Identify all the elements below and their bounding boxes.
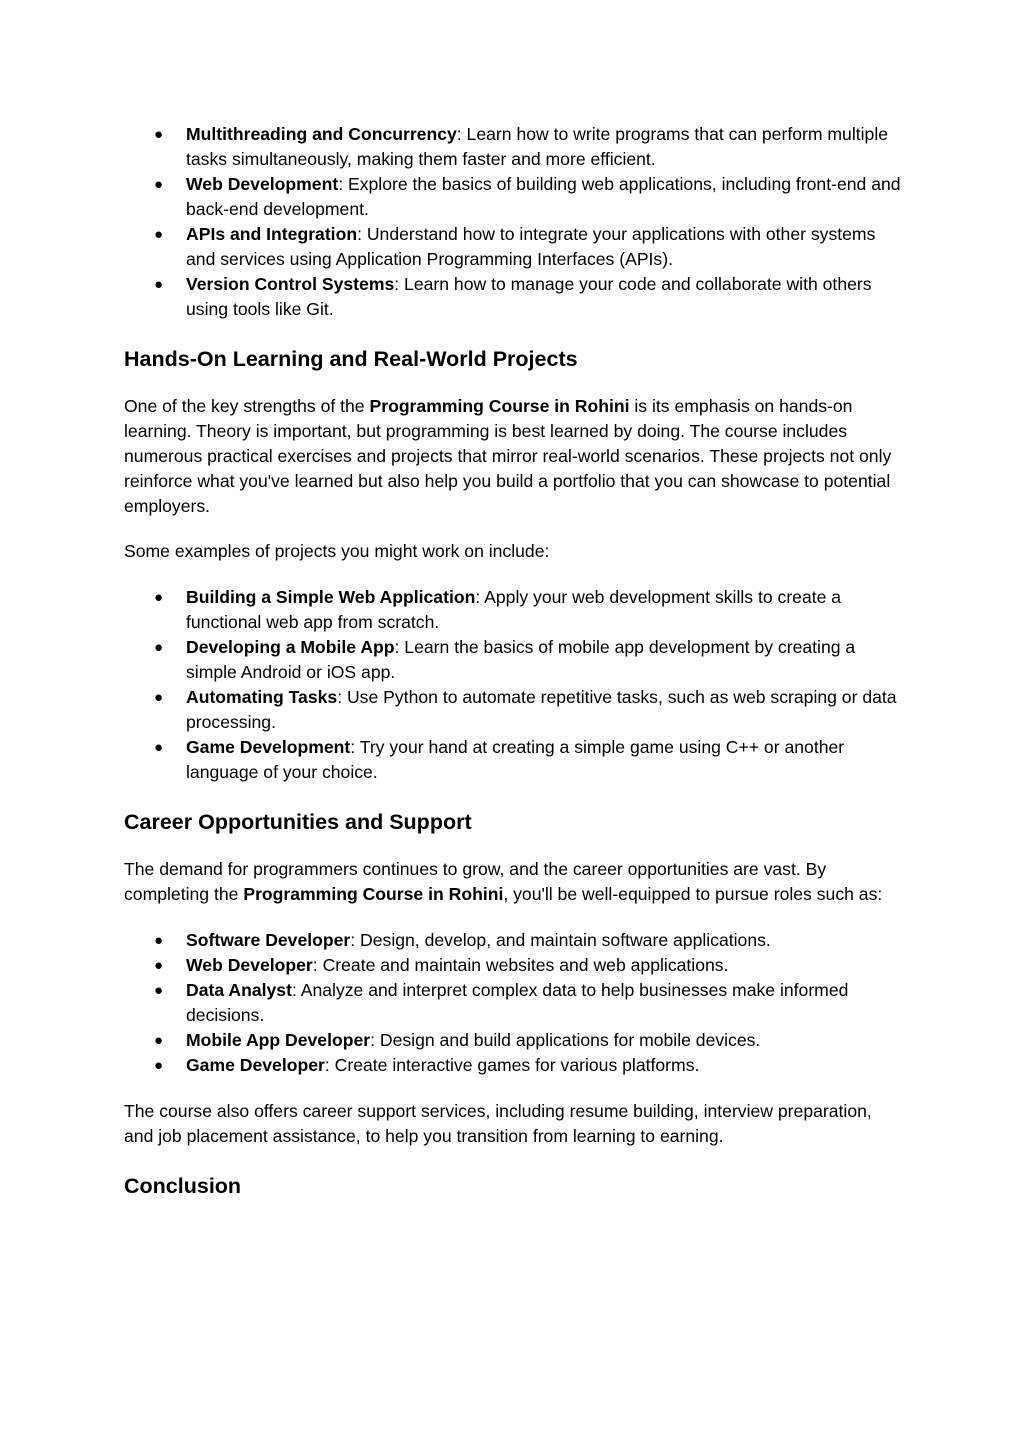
bullet-icon: ●: [154, 126, 164, 143]
section-heading-conclusion: Conclusion: [124, 1174, 242, 1198]
list-item-term: Game Developer: [186, 1055, 325, 1075]
list-item-text: : Learn how to manage your code and collaborate with others using tools like Git.: [186, 274, 872, 319]
list-item-term: Version Control Systems: [186, 274, 395, 294]
paragraph-text: , you'll be well-equipped to pursue roles such as:: [503, 884, 883, 904]
list-item: [124, 685, 904, 735]
list-item-term: Web Development: [186, 174, 339, 194]
projects-list: [124, 585, 904, 785]
course-name-bold: Programming Course in Rohini: [243, 884, 504, 904]
paragraph-career-support: The course also offers career support services, including resume building, interview preparation, and job placement assistance, to help you transition from learning to earning.: [124, 1101, 872, 1146]
list-item-term: Multithreading and Concurrency: [186, 124, 457, 144]
paragraph-text: One of the key strengths of the: [124, 396, 370, 416]
roles-list: [124, 928, 904, 1078]
list-item: [124, 735, 904, 785]
list-item-text: : Design and build applications for mobile devices.: [370, 1030, 761, 1050]
list-item: [124, 978, 904, 1028]
bullet-icon: ●: [154, 957, 164, 974]
list-item-text: : Create interactive games for various platforms.: [324, 1055, 700, 1075]
list-item: [124, 953, 904, 978]
list-item: [124, 122, 904, 172]
list-item: [124, 222, 904, 272]
topics-list: [124, 122, 904, 322]
list-item-term: Automating Tasks: [186, 687, 338, 707]
bullet-icon: ●: [154, 932, 164, 949]
list-item: [124, 272, 904, 322]
bullet-icon: ●: [154, 176, 164, 193]
list-item-text: : Learn how to write programs that can perform multiple tasks simultaneously, making them faster and more efficient.: [186, 124, 889, 169]
list-item: [124, 1053, 904, 1078]
list-item-text: : Analyze and interpret complex data to help businesses make informed decisions.: [186, 980, 849, 1025]
list-item-term: Game Development: [186, 737, 351, 757]
list-item-term: Web Developer: [186, 955, 313, 975]
paragraph-text: The demand for programmers continues to grow, and the career opportunities are vast. By completing the: [124, 859, 827, 904]
section-heading-hands-on: Hands-On Learning and Real-World Projects: [124, 347, 578, 371]
bullet-icon: ●: [154, 739, 164, 756]
list-item-text: : Design, develop, and maintain software applications.: [350, 930, 771, 950]
list-item-term: APIs and Integration: [186, 224, 358, 244]
bullet-icon: ●: [154, 982, 164, 999]
list-item-text: : Apply your web development skills to create a functional web app from scratch.: [186, 587, 842, 632]
list-item: [124, 635, 904, 685]
list-item-text: : Learn the basics of mobile app development by creating a simple Android or iOS app.: [186, 637, 856, 682]
list-item-text: : Understand how to integrate your applications with other systems and services using Application Programming Interfaces (APIs).: [186, 224, 876, 269]
bullet-icon: ●: [154, 276, 164, 293]
course-name-bold: Programming Course in Rohini: [369, 396, 630, 416]
bullet-icon: ●: [154, 689, 164, 706]
list-item-term: Software Developer: [186, 930, 351, 950]
list-item: [124, 928, 904, 953]
list-item: [124, 585, 904, 635]
bullet-icon: ●: [154, 226, 164, 243]
bullet-icon: ●: [154, 589, 164, 606]
list-item-term: Developing a Mobile App: [186, 637, 395, 657]
list-item-text: : Explore the basics of building web applications, including front-end and back-end development.: [186, 174, 901, 219]
list-item-term: Data Analyst: [186, 980, 292, 1000]
list-item-text: : Create and maintain websites and web applications.: [312, 955, 729, 975]
bullet-icon: ●: [154, 1032, 164, 1049]
list-item: [124, 172, 904, 222]
paragraph-projects-intro: Some examples of projects you might work on include:: [124, 541, 550, 561]
paragraph-text: is its emphasis on hands-on learning. Theory is important, but programming is best learned by doing. The course includes numerous practical exercises and projects that mirror real-world scenarios. These projects not only reinforce what you've learned but also help you build a portfolio that you can showcase to potential employers.: [124, 396, 892, 516]
section-heading-career: Career Opportunities and Support: [124, 810, 472, 834]
bullet-icon: ●: [154, 1057, 164, 1074]
document-page: [124, 122, 904, 1200]
paragraph-career: [124, 857, 904, 907]
list-item-text: : Try your hand at creating a simple game using C++ or another language of your choice.: [186, 737, 845, 782]
list-item: [124, 1028, 904, 1053]
paragraph-hands-on: [124, 394, 904, 519]
bullet-icon: ●: [154, 639, 164, 656]
list-item-text: : Use Python to automate repetitive tasks, such as web scraping or data processing.: [186, 687, 897, 732]
list-item-term: Building a Simple Web Application: [186, 587, 476, 607]
list-item-term: Mobile App Developer: [186, 1030, 371, 1050]
